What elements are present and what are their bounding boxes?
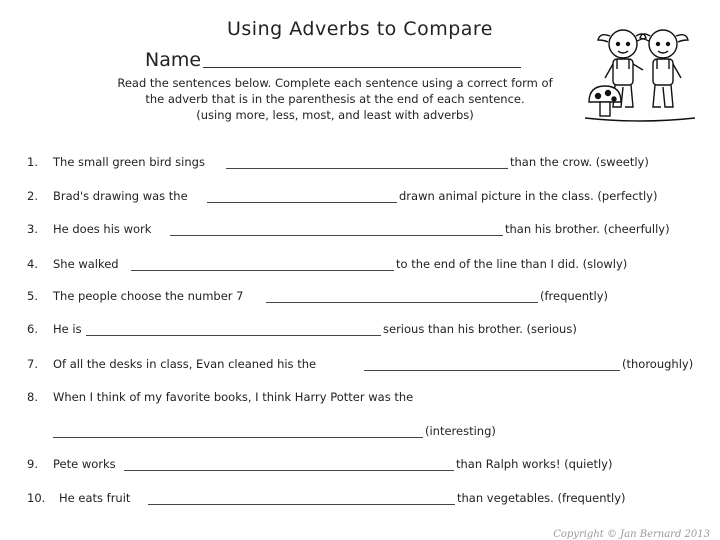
instruction-line: the adverb that is in the parenthesis at the end of each sentence. (145, 92, 525, 106)
question-text: Brad's drawing was the (53, 189, 188, 203)
question-number: 6. (27, 322, 38, 336)
instruction-line: Read the sentences below. Complete each sentence using a correct form of (117, 76, 553, 90)
question-hint: (thoroughly) (622, 357, 694, 371)
instructions (70, 75, 600, 123)
question-text: He eats fruit (59, 491, 131, 505)
question-number: 8. (27, 390, 38, 404)
question-text: The small green bird sings (53, 155, 205, 169)
question-hint: than the crow. (sweetly) (510, 155, 649, 169)
question-hint: than Ralph works! (quietly) (456, 457, 613, 471)
question-text: Pete works (53, 457, 116, 471)
question-number: 5. (27, 289, 38, 303)
answer-blank[interactable] (266, 302, 538, 303)
answer-blank[interactable] (364, 370, 620, 371)
question-hint: serious than his brother. (serious) (383, 322, 577, 336)
question-text: The people choose the number 7 (53, 289, 244, 303)
worksheet-title: Using Adverbs to Compare (227, 18, 493, 40)
question-number: 9. (27, 457, 38, 471)
answer-blank[interactable] (148, 504, 455, 505)
question-hint: (frequently) (540, 289, 609, 303)
question-hint: than vegetables. (frequently) (457, 491, 626, 505)
answer-blank[interactable] (170, 235, 503, 236)
copyright-text: Copyright © Jan Bernard 2013 (553, 529, 710, 540)
name-label: Name (145, 49, 202, 71)
question-text: When I think of my favorite books, I think Harry Potter was the (53, 390, 414, 404)
question-number: 1. (27, 155, 38, 169)
question-number: 10. (27, 491, 46, 505)
twin-kids-with-mushroom-icon (583, 14, 698, 126)
answer-blank[interactable] (53, 437, 423, 438)
question-number: 4. (27, 257, 38, 271)
answer-blank[interactable] (207, 202, 397, 203)
answer-blank[interactable] (124, 470, 454, 471)
question-text: Of all the desks in class, Evan cleaned his the (53, 357, 317, 371)
answer-blank[interactable] (131, 270, 394, 271)
question-text: He does his work (53, 222, 152, 236)
question-hint: drawn animal picture in the class. (perfectly) (399, 189, 658, 203)
question-text: She walked (53, 257, 119, 271)
question-number: 3. (27, 222, 38, 236)
question-hint: than his brother. (cheerfully) (505, 222, 670, 236)
question-hint: (interesting) (425, 424, 496, 438)
name-row (145, 49, 521, 71)
question-text: He is (53, 322, 82, 336)
answer-blank[interactable] (86, 335, 381, 336)
question-hint: to the end of the line than I did. (slowly) (396, 257, 628, 271)
question-number: 7. (27, 357, 38, 371)
question-number: 2. (27, 189, 38, 203)
answer-blank[interactable] (226, 168, 508, 169)
name-blank[interactable] (203, 49, 521, 68)
instruction-line: (using more, less, most, and least with adverbs) (196, 108, 474, 122)
